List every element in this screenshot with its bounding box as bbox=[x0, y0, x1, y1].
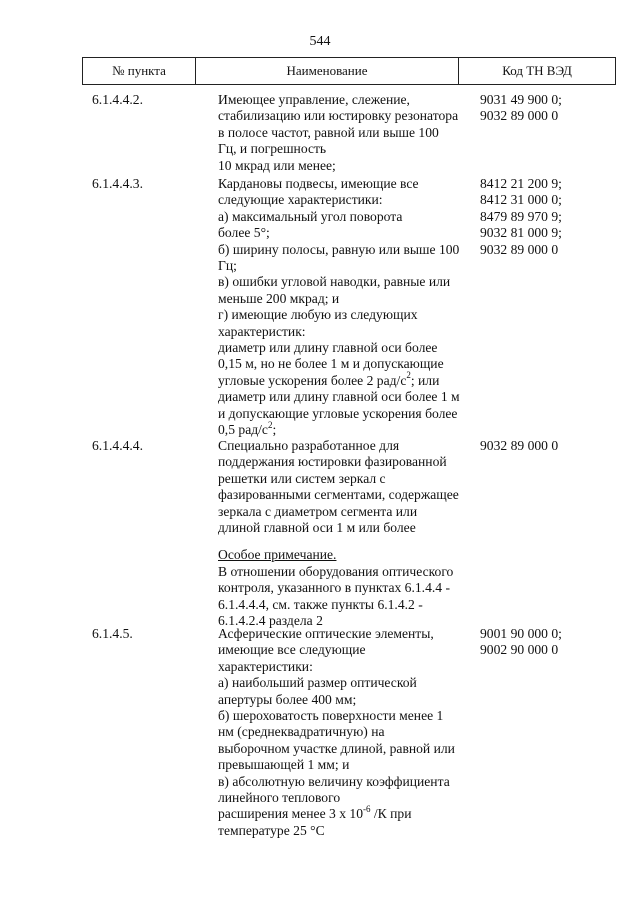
description-text: ; bbox=[272, 422, 277, 438]
code-line: 9031 49 900 0; bbox=[480, 92, 562, 107]
code-line: 9032 89 000 0 bbox=[480, 241, 559, 257]
description-line: диаметр или длину главной оси более 1 м bbox=[218, 389, 460, 405]
special-note-title: Особое примечание. bbox=[218, 547, 337, 563]
description-line: стабилизацию или юстировку резонатора bbox=[218, 108, 459, 124]
description-line: меньше 200 мкрад; и bbox=[218, 290, 340, 306]
description-line: выборочном участке длиной, равной или bbox=[218, 740, 455, 756]
note-line: 6.1.4.4.4, см. также пункты 6.1.4.2 - bbox=[218, 596, 423, 612]
column-header-code: Код ТН ВЭД bbox=[502, 63, 572, 78]
page-number: 544 bbox=[309, 34, 331, 49]
description-line: Гц; bbox=[218, 258, 237, 274]
description-line: нм (среднеквадратичную) на bbox=[218, 724, 385, 740]
description-line: б) ширину полосы, равную или выше 100 bbox=[218, 241, 460, 257]
description-text: ; или bbox=[410, 372, 440, 388]
description-line: апертуры более 400 мм; bbox=[218, 691, 357, 707]
note-line: В отношении оборудования оптического bbox=[218, 563, 454, 579]
description-line: характеристики: bbox=[218, 658, 313, 674]
code-line: 9032 81 000 9; bbox=[480, 225, 562, 241]
description-line: длиной главной оси 1 м или более bbox=[218, 520, 416, 536]
description-line: поддержания юстировки фазированной bbox=[218, 454, 447, 470]
note-line: контроля, указанного в пунктах 6.1.4.4 - bbox=[218, 580, 450, 596]
description-line: Кардановы подвесы, имеющие все bbox=[218, 176, 419, 191]
code-line: 9032 89 000 0 bbox=[480, 438, 559, 453]
code-line: 9001 90 000 0; bbox=[480, 626, 562, 641]
description-text: /К при bbox=[370, 806, 412, 822]
description-line: а) максимальный угол поворота bbox=[218, 208, 403, 224]
item-number: 6.1.4.4.2. bbox=[92, 92, 143, 107]
description-line: б) шероховатость поверхности менее 1 bbox=[218, 708, 444, 724]
description-line: в полосе частот, равной или выше 100 bbox=[218, 124, 439, 140]
description-line: и допускающие угловые ускорения более bbox=[218, 405, 458, 421]
code-line: 8479 89 970 9; bbox=[480, 208, 562, 224]
description-line: зеркала с диаметром сегмента или bbox=[218, 503, 418, 519]
item-description bbox=[218, 176, 468, 439]
code-line: 9032 89 000 0 bbox=[480, 108, 559, 124]
code-line: 9002 90 000 0 bbox=[480, 642, 559, 658]
description-line: следующие характеристики: bbox=[218, 192, 383, 208]
item-number: 6.1.4.4.4. bbox=[92, 438, 143, 453]
description-text: 0,5 рад/с bbox=[218, 422, 268, 438]
item-codes bbox=[480, 438, 610, 454]
item-number: 6.1.4.5. bbox=[92, 626, 133, 641]
column-header-name: Наименование bbox=[196, 58, 459, 84]
description-line: имеющие все следующие bbox=[218, 642, 366, 658]
description-line: характеристик: bbox=[218, 323, 306, 339]
item-description bbox=[218, 438, 468, 629]
description-line bbox=[218, 419, 468, 438]
description-line: 0,15 м, но не более 1 м и допускающие bbox=[218, 356, 444, 372]
description-line: Специально разработанное для bbox=[218, 438, 400, 453]
description-line: Имеющее управление, слежение, bbox=[218, 92, 410, 107]
description-line: более 5°; bbox=[218, 225, 270, 241]
description-line: а) наибольший размер оптической bbox=[218, 675, 417, 691]
column-header-number: № пункта bbox=[83, 58, 196, 84]
table-header bbox=[82, 57, 616, 85]
code-line: 8412 21 200 9; bbox=[480, 176, 562, 191]
description-text: расширения менее 3 x 10 bbox=[218, 806, 363, 822]
description-line: 10 мкрад или менее; bbox=[218, 157, 336, 173]
item-description bbox=[218, 626, 468, 839]
description-line: г) имеющие любую из следующих bbox=[218, 307, 418, 323]
item-number: 6.1.4.4.3. bbox=[92, 176, 143, 191]
item-codes bbox=[480, 92, 610, 125]
description-line: Асферические оптические элементы, bbox=[218, 626, 434, 641]
description-line: температуре 25 °С bbox=[218, 822, 325, 838]
superscript: -6 bbox=[363, 803, 371, 814]
description-line: решетки или систем зеркал с bbox=[218, 470, 386, 486]
description-line bbox=[218, 803, 468, 822]
description-line: диаметр или длину главной оси более bbox=[218, 340, 438, 356]
description-line: линейного теплового bbox=[218, 790, 341, 806]
note-line: 6.1.4.2.4 раздела 2 bbox=[218, 613, 323, 629]
item-codes bbox=[480, 626, 610, 659]
description-line: Гц, и погрешность bbox=[218, 141, 327, 157]
superscript: 2 bbox=[267, 419, 273, 430]
description-text: угловые ускорения более 2 рад/с bbox=[218, 372, 407, 388]
superscript: 2 bbox=[406, 370, 411, 381]
description-line: в) ошибки угловой наводки, равные или bbox=[218, 274, 451, 290]
description-line bbox=[218, 370, 468, 389]
code-line: 8412 31 000 0; bbox=[480, 192, 562, 208]
item-description bbox=[218, 92, 468, 174]
item-codes bbox=[480, 176, 610, 258]
description-line: в) абсолютную величину коэффициента bbox=[218, 773, 450, 789]
description-line: превышающей 1 мм; и bbox=[218, 757, 350, 773]
description-line: фазированными сегментами, содержащее bbox=[218, 487, 459, 503]
